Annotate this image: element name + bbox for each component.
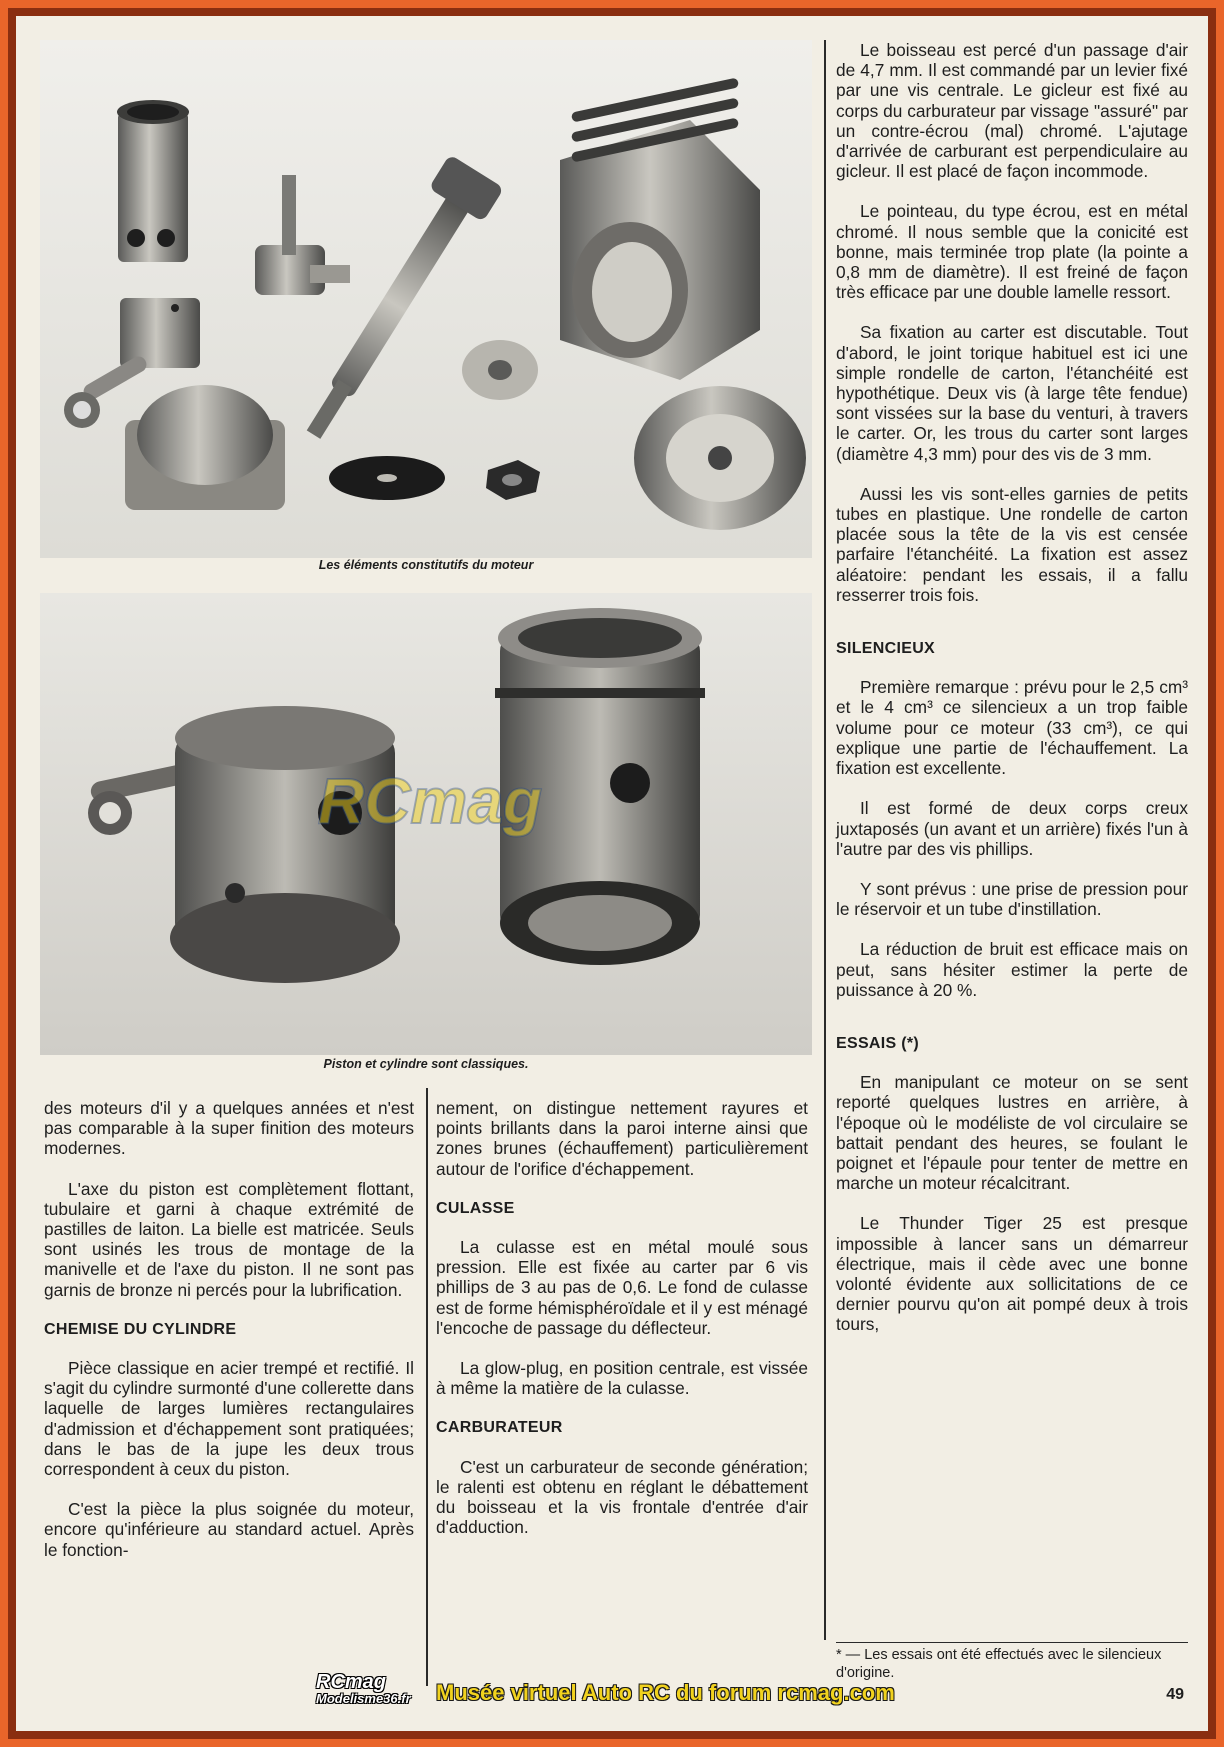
top-photo-caption: Les éléments constitutifs du moteur xyxy=(318,558,534,572)
right-paragraph-2: Le pointeau, du type écrou, est en métal chromé. Il nous semble que la conicité est bonne, mais terminée trop plate (la pointe a 0,8 mm de diamètre). Il est freiné de façon très efficace par une double lamelle ressort. xyxy=(836,201,1188,303)
middle-photo-caption: Piston et cylindre sont classiques. xyxy=(323,1057,529,1071)
logo-line-2: Modelisme36.fr xyxy=(316,1691,411,1706)
right-paragraph-9: En manipulant ce moteur on se sent reporté quelques lustres en arrière, à l'époque où le modéliste de vol circulaire se battait pendant des heures, se foulant le poignet et l'épaule pour tenter de mettre en marche un moteur récalcitrant. xyxy=(836,1072,1188,1194)
left-paragraph-3: Pièce classique en acier trempé et rectifié. Il s'agit du cylindre surmonté d'une collerette dans laquelle de larges lumières rectangulaires d'admission et d'échappement sont pratiquées; dans le bas de la jupe les deux trous correspondent à ceux du piston. xyxy=(44,1358,414,1480)
right-paragraph-10: Le Thunder Tiger 25 est presque impossible à lancer sans un démarreur électrique, mais il cède avec une bonne volonté évidente aux sollicitations de ce dernier pourvu qu'on ait pompé deux à trois tours, xyxy=(836,1213,1188,1335)
magazine-page xyxy=(16,16,1208,1731)
footnote: * — Les essais ont été effectués avec le silencieux d'origine. xyxy=(836,1647,1162,1681)
rcmag-logo xyxy=(316,1672,436,1706)
heading-chemise: CHEMISE DU CYLINDRE xyxy=(44,1320,237,1338)
right-paragraph-3: Sa fixation au carter est discutable. Tout d'abord, le joint torique habituel est ici une simple rondelle de carton, l'étanchéité est hypothétique. Deux vis (à large tête fendue) sont vissées sur la base du venturi, à travers le carter. Or, les trous du carter sont larges (diamètre 4,3 mm) pour des vis de 3 mm. xyxy=(836,322,1188,464)
museum-banner: Musée virtuel Auto RC du forum rcmag.com xyxy=(436,1680,895,1705)
footer xyxy=(16,1672,1208,1720)
right-paragraph-6: Il est formé de deux corps creux juxtaposés (un avant et un arrière) fixés l'un à l'autre par des vis phillips. xyxy=(836,798,1188,859)
engine-parts-photo xyxy=(40,40,812,558)
piston-cylinder-photo xyxy=(40,593,812,1055)
right-paragraph-1: Le boisseau est percé d'un passage d'air de 4,7 mm. Il est commandé par un levier fixé par une vis centrale. Le gicleur est fixé au corps du carburateur par vissage "assuré" par un contre-écrou (mal) chromé. L'ajutage d'arrivée de carburant est perpendiculaire au gicleur. Il est placé de façon incommode. xyxy=(836,40,1188,182)
left-paragraph-4: C'est la pièce la plus soignée du moteur, encore qu'inférieure au standard actuel. Après le fonction- xyxy=(44,1499,414,1560)
heading-culasse: CULASSE xyxy=(436,1199,515,1217)
right-paragraph-8: La réduction de bruit est efficace mais on peut, sans hésiter estimer la perte de puissance à 20 %. xyxy=(836,939,1188,1000)
middle-column xyxy=(436,1098,808,1557)
heading-carburateur: CARBURATEUR xyxy=(436,1419,563,1437)
mid-paragraph-1: nement, on distingue nettement rayures et points brillants dans la paroi interne ainsi que zones brunes (échauffement) particulièrement autour de l'orifice d'échappement. xyxy=(436,1098,808,1179)
right-column-divider xyxy=(824,40,826,1640)
rcmag-watermark: RCmag xyxy=(317,765,543,837)
heading-essais: ESSAIS (*) xyxy=(836,1034,920,1052)
left-paragraph-2: L'axe du piston est complètement flottant, tubulaire et garni à chaque extrémité de pastilles de laiton. La bielle est matricée. Seuls sont usinés les trous de montage de la manivelle et de l'axe du piston. Il ne sont pas garnis de bronze ni percés pour la lubrification. xyxy=(44,1178,414,1300)
mid-paragraph-2: La culasse est en métal moulé sous pression. Elle est fixée au carter par 6 vis phillips de 3 au pas de 0,6. Le fond de culasse est de forme hémisphéroïdale et il y est ménagé l'encoche de passage du déflecteur. xyxy=(436,1237,808,1338)
right-column xyxy=(836,40,1188,1355)
right-paragraph-5: Première remarque : prévu pour le 2,5 cm³ et le 4 cm³ ce silencieux a un trop faible volume pour ce moteur (33 cm³), ce qui explique une partie de l'échauffement. La fixation est excellente. xyxy=(836,677,1188,779)
right-paragraph-7: Y sont prévus : une prise de pression pour le réservoir et un tube d'instillation. xyxy=(836,878,1188,920)
left-column-divider xyxy=(426,1088,428,1686)
footnote-rule xyxy=(836,1642,1188,1643)
mid-paragraph-4: C'est un carburateur de seconde génération; le ralenti est obtenu en réglant le débattement du boisseau et la vis frontale d'entrée d'air d'adduction. xyxy=(436,1456,808,1538)
heading-silencieux: SILENCIEUX xyxy=(836,640,936,658)
left-paragraph-1: des moteurs d'il y a quelques années et n'est pas comparable à la super finition des moteurs modernes. xyxy=(44,1098,414,1159)
left-column xyxy=(44,1098,414,1580)
logo-line-1: RCmag xyxy=(316,1671,387,1693)
mid-paragraph-3: La glow-plug, en position centrale, est vissée à même la matière de la culasse. xyxy=(436,1358,808,1399)
right-paragraph-4: Aussi les vis sont-elles garnies de petits tubes en plastique. Une rondelle de carton placée sous la tête de la vis est censée parfaire l'étanchéité. La fixation est assez aléatoire: pendant les essais, il a fallu resserrer trois fois. xyxy=(836,483,1188,605)
page-number: 49 xyxy=(1166,1686,1184,1703)
